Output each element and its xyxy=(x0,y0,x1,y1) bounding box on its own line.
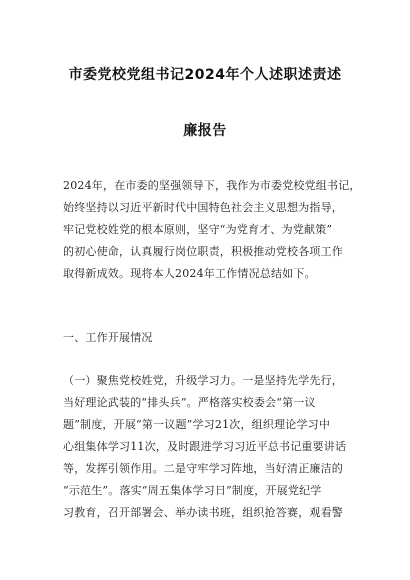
document-title-line-1: 市委党校党组书记2024年个人述职述责述 xyxy=(68,67,342,83)
intro-line-3: 牢记党校姓党的根本原则，坚守“为党育才、为党献策” xyxy=(63,223,333,236)
section-para-line-5: 等，发挥引领作用。二是守牢学习阵地，当好清正廉洁的 xyxy=(63,462,343,475)
section-para-line-1: （一）聚焦党校姓党，升级学习力。一是坚持先学先行， xyxy=(63,374,343,387)
intro-line-2: 始终坚持以习近平新时代中国特色社会主义思想为指导， xyxy=(63,201,343,214)
section-heading: 一、工作开展情况 xyxy=(63,331,153,344)
section-para-line-2: 当好理论武装的“排头兵”。严格落实校委会“第一议 xyxy=(63,396,316,409)
section-para-line-4: 心组集体学习11次，及时跟进学习习近平总书记重要讲话 xyxy=(63,440,347,453)
intro-line-4: 的初心使命，认真履行岗位职责，积极推动党校各项工作 xyxy=(63,245,343,258)
section-para-line-7: 习教育，召开部署会、举办读书班，组织抢答赛，观看警 xyxy=(63,506,343,519)
intro-line-1: 2024年，在市委的坚强领导下，我作为市委党校党组书记， xyxy=(63,179,361,192)
intro-line-5: 取得新成效。现将本人2024年工作情况总结如下。 xyxy=(63,267,316,280)
section-para-line-6: “示范生”。落实“周五集体学习日”制度，开展党纪学 xyxy=(63,484,322,497)
document-title-line-2: 廉报告 xyxy=(183,123,227,139)
section-para-line-3: 题”制度，开展“第一议题”学习21次，组织理论学习中 xyxy=(63,418,331,431)
